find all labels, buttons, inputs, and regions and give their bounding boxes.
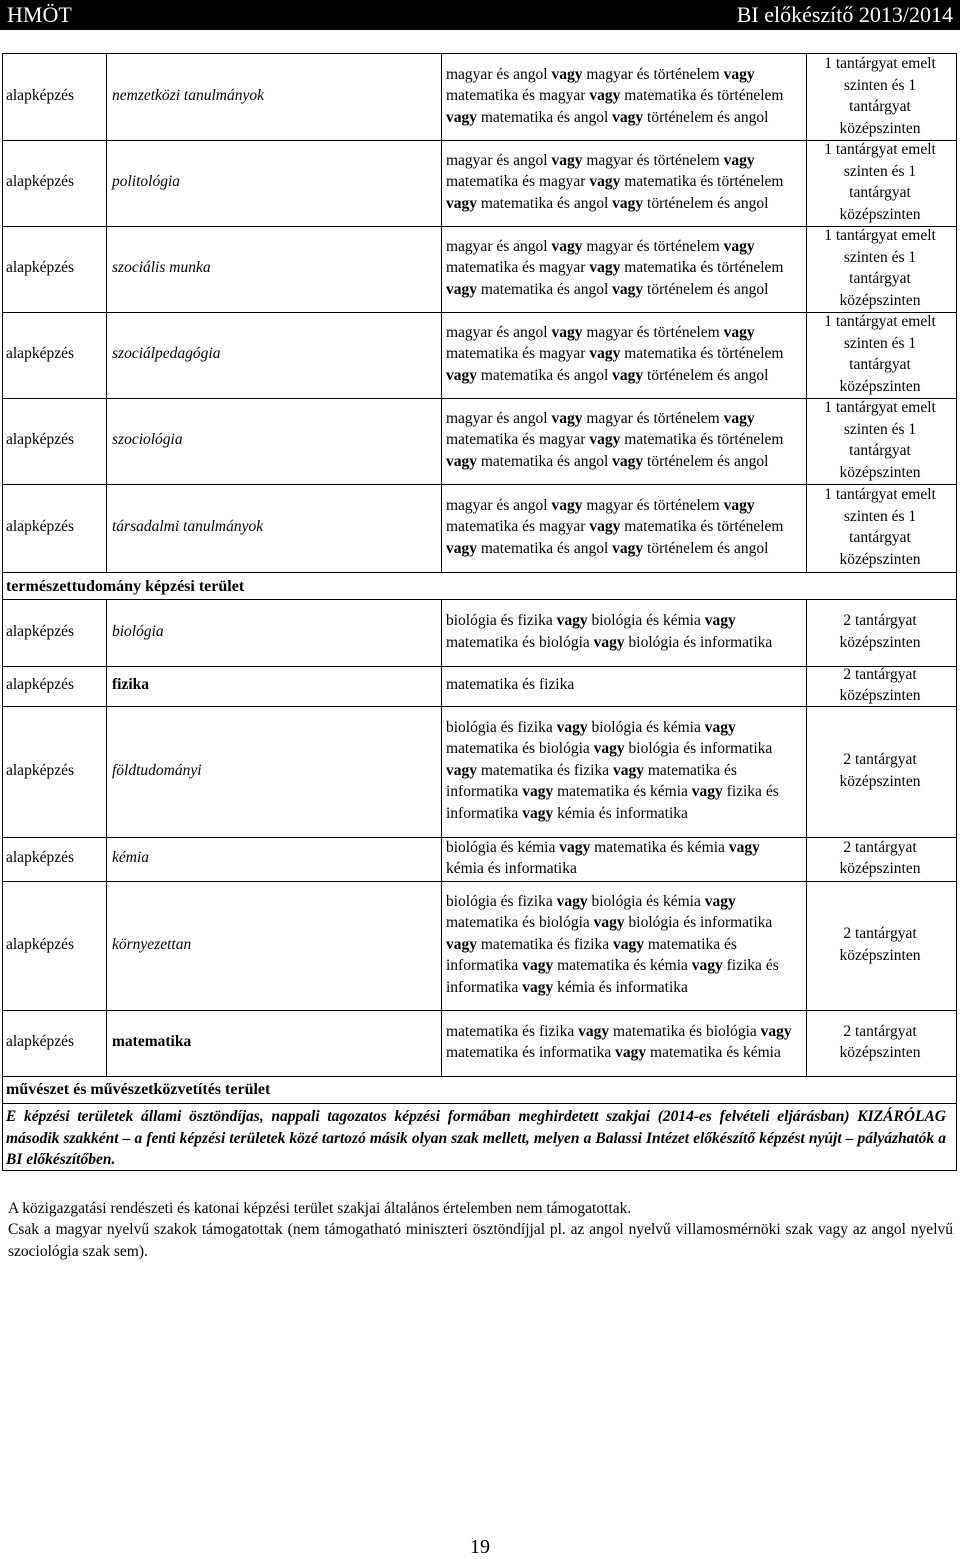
subjects-cell: matematika és fizika xyxy=(446,676,575,694)
footer-line-2: Csak a magyar nyelvű szakok támogatottak (nem támogatható miniszteri ösztöndíjjal pl. az angol nyelvű villamosmérnöki szak vagy az angol nyelvű szociológia szak sem). xyxy=(8,1221,953,1260)
requirement-cell: 2 tantárgyat középszinten xyxy=(839,838,921,877)
level-cell: alapképzés xyxy=(6,87,74,105)
requirement-cell: 2 tantárgyat középszinten xyxy=(839,751,921,790)
header-left: HMÖT xyxy=(7,2,72,27)
requirement-cell: 2 tantárgyat középszinten xyxy=(839,925,921,964)
subjects-cell: biológia és fizika vagy biológia és kémia vagy matematika és biológia vagy biológia és informatika xyxy=(446,612,773,651)
program-cell: biológia xyxy=(112,622,164,640)
subjects-cell: magyar és angol vagy magyar és történelem vagy matematika és magyar vagy matematika és történelem vagy matematika és angol vagy történelem és angol xyxy=(446,151,784,212)
section-heading-science: természettudomány képzési terület xyxy=(6,578,245,595)
program-cell: nemzetközi tanulmányok xyxy=(112,87,264,105)
program-cell: kémia xyxy=(112,849,150,867)
level-cell: alapképzés xyxy=(6,935,74,953)
level-cell: alapképzés xyxy=(6,345,74,363)
level-cell: alapképzés xyxy=(6,676,74,694)
program-cell: szociálpedagógia xyxy=(112,345,221,363)
section-note: E képzési területek állami ösztöndíjas, nappali tagozatos képzési formában meghirdetett szakjai (2014-es felvételi eljárásban) KIZÁRÓLAG második szakként – a fenti képzési területek közé tartozó másik olyan szak mellett, melyen a Balassi Intézet előkészítő képzést nyújt – pályázhatók a BI előkészítőben. xyxy=(6,1108,946,1168)
requirement-cell: 2 tantárgyat középszinten xyxy=(839,1022,921,1061)
subjects-cell: magyar és angol vagy magyar és történelem vagy matematika és magyar vagy matematika és történelem vagy matematika és angol vagy történelem és angol xyxy=(446,409,784,470)
requirement-cell: 2 tantárgyat középszinten xyxy=(839,612,921,651)
header-right: BI előkészítő 2013/2014 xyxy=(736,2,953,27)
program-cell: földtudományi xyxy=(112,761,202,779)
level-cell: alapképzés xyxy=(6,622,74,640)
level-cell: alapképzés xyxy=(6,518,74,536)
program-cell: társadalmi tanulmányok xyxy=(112,518,264,536)
subjects-cell: biológia és fizika vagy biológia és kémia vagy matematika és biológia vagy biológia és informatika vagy matematika és fizika vagy matematika és informatika vagy matematika és kémia vagy fizika és informatika vagy kémia és informatika xyxy=(446,718,779,822)
page-header xyxy=(0,0,960,30)
level-cell: alapképzés xyxy=(6,173,74,191)
subjects-cell: matematika és fizika vagy matematika és biológia vagy matematika és informatika vagy matematika és kémia xyxy=(446,1022,792,1061)
level-cell: alapképzés xyxy=(6,259,74,277)
program-cell: szociológia xyxy=(112,431,183,449)
program-cell: matematika xyxy=(112,1033,192,1051)
subjects-cell: biológia és kémia vagy matematika és kémia vagy kémia és informatika xyxy=(446,838,760,877)
subjects-cell: magyar és angol vagy magyar és történelem vagy matematika és magyar vagy matematika és történelem vagy matematika és angol vagy történelem és angol xyxy=(446,323,784,384)
level-cell: alapképzés xyxy=(6,761,74,779)
subjects-cell: magyar és angol vagy magyar és történelem vagy matematika és magyar vagy matematika és történelem vagy matematika és angol vagy történelem és angol xyxy=(446,496,784,557)
page-number: 19 xyxy=(470,1536,490,1558)
requirement-cell: 1 tantárgyat emelt szinten és 1 tantárgyat középszinten xyxy=(824,313,936,395)
subjects-cell: biológia és fizika vagy biológia és kémia vagy matematika és biológia vagy biológia és informatika vagy matematika és fizika vagy matematika és informatika vagy matematika és kémia vagy fizika és informatika vagy kémia és informatika xyxy=(446,892,779,996)
subjects-cell: magyar és angol vagy magyar és történelem vagy matematika és magyar vagy matematika és történelem vagy matematika és angol vagy történelem és angol xyxy=(446,65,784,126)
requirement-cell: 1 tantárgyat emelt szinten és 1 tantárgyat középszinten xyxy=(824,399,936,481)
requirement-cell: 1 tantárgyat emelt szinten és 1 tantárgyat középszinten xyxy=(824,227,936,309)
requirement-cell: 2 tantárgyat középszinten xyxy=(839,665,921,704)
requirement-cell: 1 tantárgyat emelt szinten és 1 tantárgyat középszinten xyxy=(824,55,936,137)
level-cell: alapképzés xyxy=(6,431,74,449)
footer-line-1: A közigazgatási rendészeti és katonai képzési terület szakjai általános értelemben nem támogatottak. xyxy=(8,1200,632,1217)
program-cell: fizika xyxy=(112,676,150,694)
program-cell: szociális munka xyxy=(112,259,211,277)
subjects-cell: magyar és angol vagy magyar és történelem vagy matematika és magyar vagy matematika és történelem vagy matematika és angol vagy történelem és angol xyxy=(446,237,784,298)
level-cell: alapképzés xyxy=(6,849,74,867)
program-cell: környezettan xyxy=(112,935,192,953)
program-cell: politológia xyxy=(112,173,181,191)
section-heading-arts: művészet és művészetközvetítés terület xyxy=(6,1081,271,1098)
requirement-cell: 1 tantárgyat emelt szinten és 1 tantárgyat középszinten xyxy=(824,141,936,223)
level-cell: alapképzés xyxy=(6,1033,74,1051)
requirement-cell: 1 tantárgyat emelt szinten és 1 tantárgyat középszinten xyxy=(824,486,936,568)
